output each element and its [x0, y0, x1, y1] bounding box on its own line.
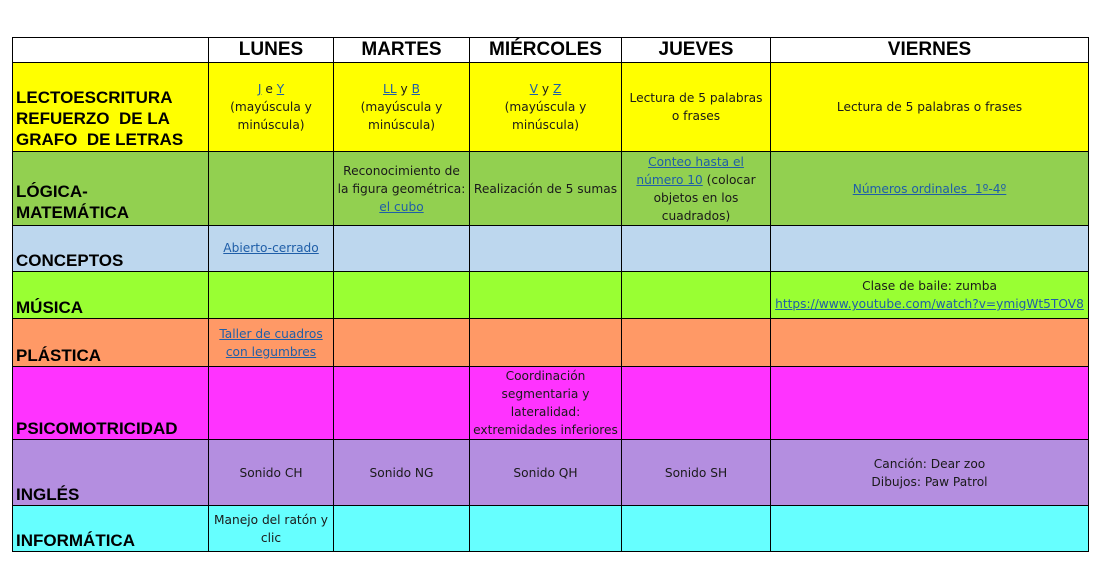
ingles-miercoles-cell: Sonido QH	[470, 440, 622, 506]
activity-link[interactable]: Abierto-cerrado	[223, 241, 319, 255]
conceptos-viernes-cell	[771, 226, 1089, 272]
conceptos-lunes-cell	[209, 226, 334, 272]
letter-link[interactable]: V	[529, 82, 538, 96]
conceptos-jueves-cell	[622, 226, 771, 272]
subject-psicomotricidad: PSICOMOTRICIDAD	[13, 367, 209, 440]
case-note: (mayúscula y minúscula)	[360, 100, 443, 132]
header-martes: MARTES	[334, 38, 470, 63]
subject-line: LÓGICA-	[16, 182, 88, 201]
subject-line: LECTOESCRITURA	[16, 88, 173, 107]
plastica-jueves-cell	[622, 319, 771, 367]
header-miercoles: MIÉRCOLES	[470, 38, 622, 63]
activity-text: Dibujos: Paw Patrol	[871, 474, 988, 489]
lecto-lunes-cell	[209, 63, 334, 152]
subject-musica: MÚSICA	[13, 272, 209, 319]
plastica-miercoles-cell	[470, 319, 622, 367]
row-ingles	[13, 440, 1089, 506]
subject-plastica: PLÁSTICA	[13, 319, 209, 367]
case-note: (mayúscula y minúscula)	[230, 100, 312, 132]
activity-text: Clase de baile: zumba	[862, 279, 997, 293]
row-psicomotricidad	[13, 367, 1089, 440]
subject-informatica: INFORMÁTICA	[13, 506, 209, 552]
psico-lunes-cell	[209, 367, 334, 440]
letter-link[interactable]: J	[257, 82, 262, 96]
activity-text: Reconocimiento de la figura geométrica:	[337, 163, 466, 196]
header-row	[13, 38, 1089, 63]
subject-line: GRAFO DE LETRAS	[16, 130, 184, 149]
informatica-viernes-cell	[771, 506, 1089, 552]
subject-line: MATEMÁTICA	[16, 203, 129, 222]
row-lectoescritura	[13, 63, 1089, 152]
musica-martes-cell	[334, 272, 470, 319]
row-plastica	[13, 319, 1089, 367]
logica-lunes-cell	[209, 152, 334, 226]
activity-link[interactable]: Números ordinales 1º-4º	[852, 181, 1007, 196]
activity-link[interactable]: Conteo hasta el número 10	[636, 154, 744, 187]
activity-text: (colocar objetos en los cuadrados)	[653, 172, 756, 223]
row-musica	[13, 272, 1089, 319]
subject-conceptos: CONCEPTOS	[13, 226, 209, 272]
logica-martes-cell	[334, 152, 470, 226]
subject-logica	[13, 152, 209, 226]
musica-lunes-cell	[209, 272, 334, 319]
letter-link[interactable]: LL	[383, 82, 397, 96]
musica-miercoles-cell	[470, 272, 622, 319]
case-note: (mayúscula y minúscula)	[504, 100, 587, 132]
ingles-viernes-cell	[771, 440, 1089, 506]
conceptos-miercoles-cell	[470, 226, 622, 272]
activity-link[interactable]: el cubo	[379, 199, 424, 214]
activity-text: Canción: Dear zoo	[873, 456, 986, 471]
plastica-martes-cell	[334, 319, 470, 367]
header-empty-cell	[13, 38, 209, 63]
connector-text: y	[538, 82, 553, 96]
letter-link[interactable]: B	[411, 82, 420, 96]
informatica-jueves-cell	[622, 506, 771, 552]
ingles-lunes-cell: Sonido CH	[209, 440, 334, 506]
header-lunes: LUNES	[209, 38, 334, 63]
activity-link[interactable]: Taller de cuadros con legumbres	[219, 326, 323, 359]
row-logica	[13, 152, 1089, 226]
header-jueves: JUEVES	[622, 38, 771, 63]
psico-viernes-cell	[771, 367, 1089, 440]
logica-jueves-cell	[622, 152, 771, 226]
lecto-viernes-cell: Lectura de 5 palabras o frases	[771, 63, 1089, 152]
letter-link[interactable]: Z	[552, 82, 562, 96]
logica-miercoles-cell: Realización de 5 sumas	[470, 152, 622, 226]
informatica-martes-cell	[334, 506, 470, 552]
subject-line: REFUERZO DE LA	[16, 109, 170, 128]
connector-text: e	[261, 82, 277, 96]
plastica-viernes-cell	[771, 319, 1089, 367]
letter-link[interactable]: Y	[276, 82, 285, 96]
header-viernes: VIERNES	[771, 38, 1089, 63]
weekly-schedule-table	[12, 37, 1089, 552]
lecto-jueves-cell: Lectura de 5 palabras o frases	[622, 63, 771, 152]
informatica-lunes-cell: Manejo del ratón y clic	[209, 506, 334, 552]
ingles-martes-cell: Sonido NG	[334, 440, 470, 506]
connector-text: y	[396, 82, 412, 96]
conceptos-martes-cell	[334, 226, 470, 272]
row-informatica	[13, 506, 1089, 552]
informatica-miercoles-cell	[470, 506, 622, 552]
subject-lectoescritura	[13, 63, 209, 152]
subject-ingles: INGLÉS	[13, 440, 209, 506]
plastica-lunes-cell	[209, 319, 334, 367]
row-conceptos	[13, 226, 1089, 272]
youtube-link[interactable]: https://www.youtube.com/watch?v=ymigWt5TOV8	[775, 297, 1084, 311]
lecto-martes-cell	[334, 63, 470, 152]
psico-jueves-cell	[622, 367, 771, 440]
lecto-miercoles-cell	[470, 63, 622, 152]
psico-miercoles-cell: Coordinación segmentaria y lateralidad: extremidades inferiores	[470, 367, 622, 440]
logica-viernes-cell	[771, 152, 1089, 226]
musica-viernes-cell	[771, 272, 1089, 319]
psico-martes-cell	[334, 367, 470, 440]
musica-jueves-cell	[622, 272, 771, 319]
ingles-jueves-cell: Sonido SH	[622, 440, 771, 506]
